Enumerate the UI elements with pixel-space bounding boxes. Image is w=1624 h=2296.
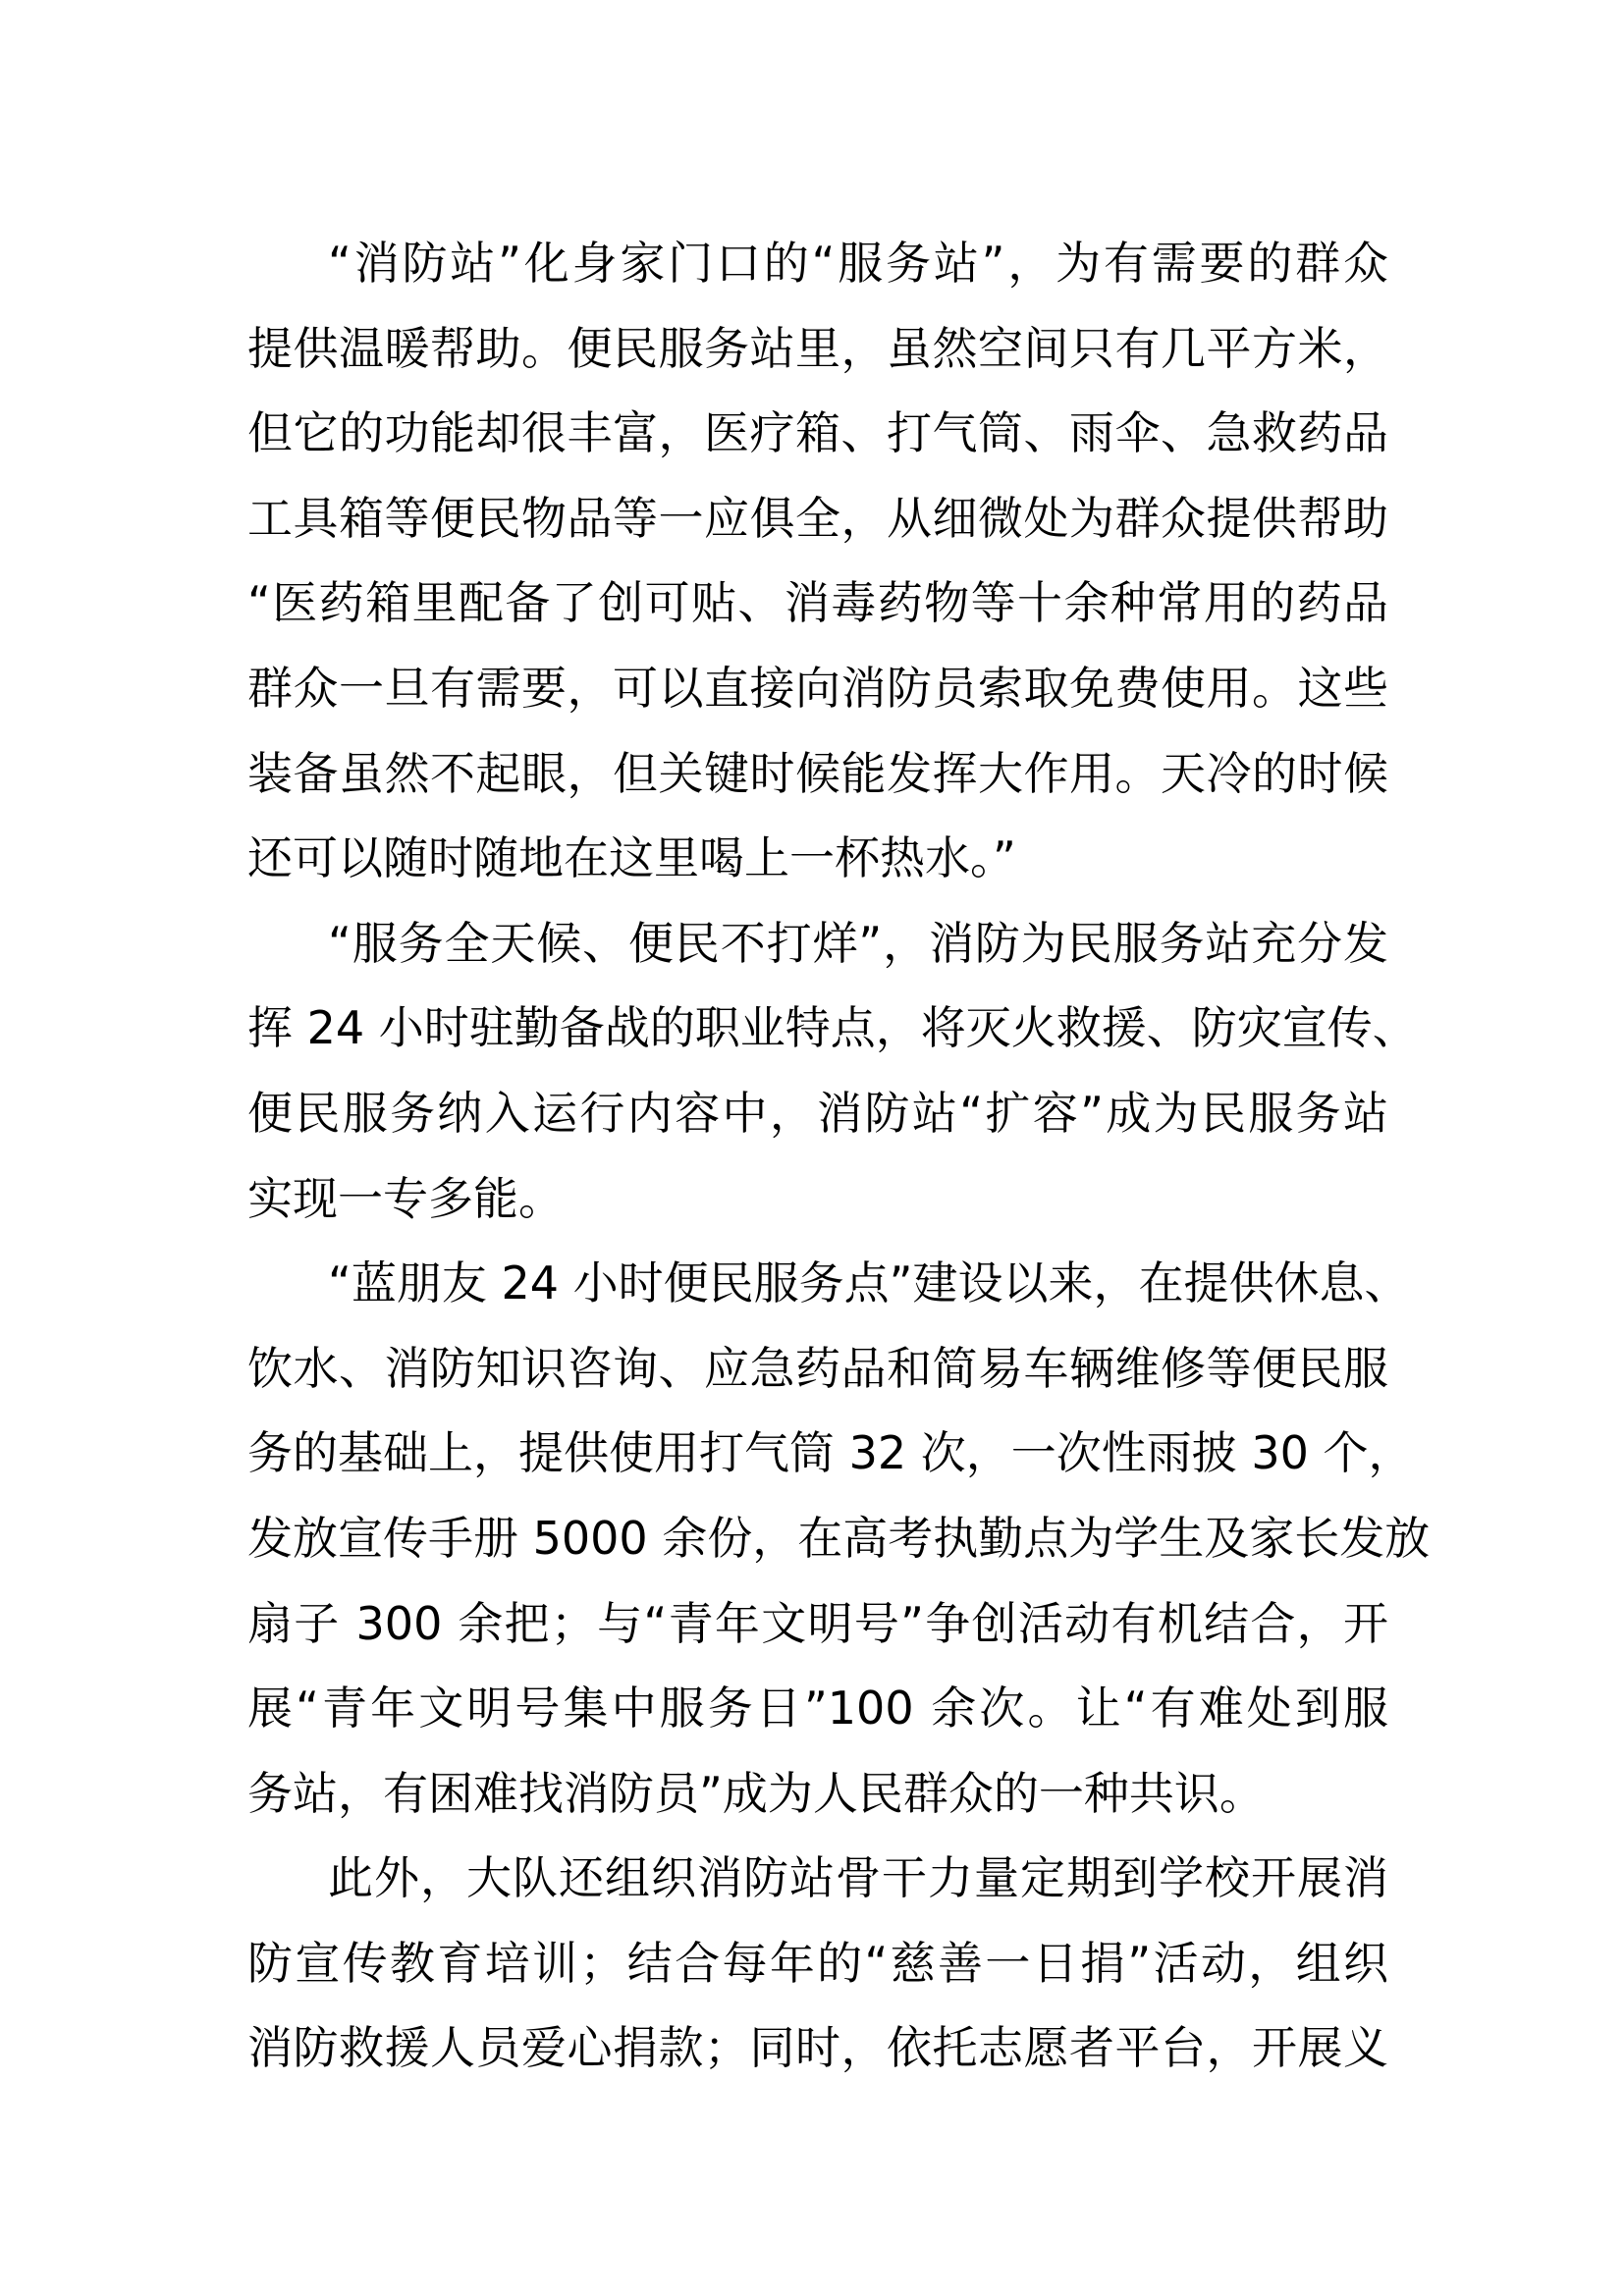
text-line: 饮水、消防知识咨询、应急药品和简易车辆维修等便民服 — [247, 1341, 1388, 1395]
text-line: 还可以随时随地在这里喝上一杯热水。” — [247, 831, 1016, 885]
text-line: “服务全天候、便民不打烊”，消防为民服务站充分发 — [328, 916, 1388, 970]
text-line: 提供温暖帮助。便民服务站里，虽然空间只有几平方米， — [247, 321, 1388, 375]
text-line: 挥 24 小时驻勤备战的职业特点，将灭火救援、防灾宣传、 — [247, 1001, 1418, 1055]
text-line: 展“青年文明号集中服务日”100 余次。让“有难处到服 — [247, 1682, 1388, 1735]
text-line: 但它的功能却很丰富，医疗箱、打气筒、雨伞、急救药品 — [247, 406, 1388, 460]
text-line: 务的基础上，提供使用打气筒 32 次，一次性雨披 30 个， — [247, 1426, 1414, 1480]
text-line: 群众一旦有需要，可以直接向消防员索取免费使用。这些 — [247, 661, 1388, 715]
text-line: “医药箱里配备了创可贴、消毒药物等十余种常用的药品 — [247, 576, 1388, 630]
text-line: 发放宣传手册 5000 余份，在高考执勤点为学生及家长发放 — [247, 1511, 1431, 1565]
text-line: 工具箱等便民物品等一应俱全，从细微处为群众提供帮助 — [247, 491, 1388, 545]
text-line: 便民服务纳入运行内容中，消防站“扩容”成为民服务站 — [247, 1086, 1388, 1140]
text-line: 务站，有困难找消防员”成为人民群众的一种共识。 — [247, 1766, 1265, 1820]
text-line: 扇子 300 余把；与“青年文明号”争创活动有机结合，开 — [247, 1596, 1388, 1650]
text-line: 实现一专多能。 — [247, 1171, 564, 1225]
text-line: 防宣传教育培训；结合每年的“慈善一日捐”活动，组织 — [247, 1936, 1388, 1990]
text-line: “消防站”化身家门口的“服务站”，为有需要的群众 — [328, 237, 1388, 290]
text-line: 消防救援人员爱心捐款；同时，依托志愿者平台，开展义 — [247, 2021, 1388, 2075]
text-line: 装备虽然不起眼，但关键时候能发挥大作用。天冷的时候 — [247, 746, 1388, 800]
text-line: “蓝朋友 24 小时便民服务点”建设以来，在提供休息、 — [328, 1256, 1410, 1310]
text-line: 此外，大队还组织消防站骨干力量定期到学校开展消 — [328, 1851, 1388, 1905]
body-text — [247, 221, 1431, 2091]
